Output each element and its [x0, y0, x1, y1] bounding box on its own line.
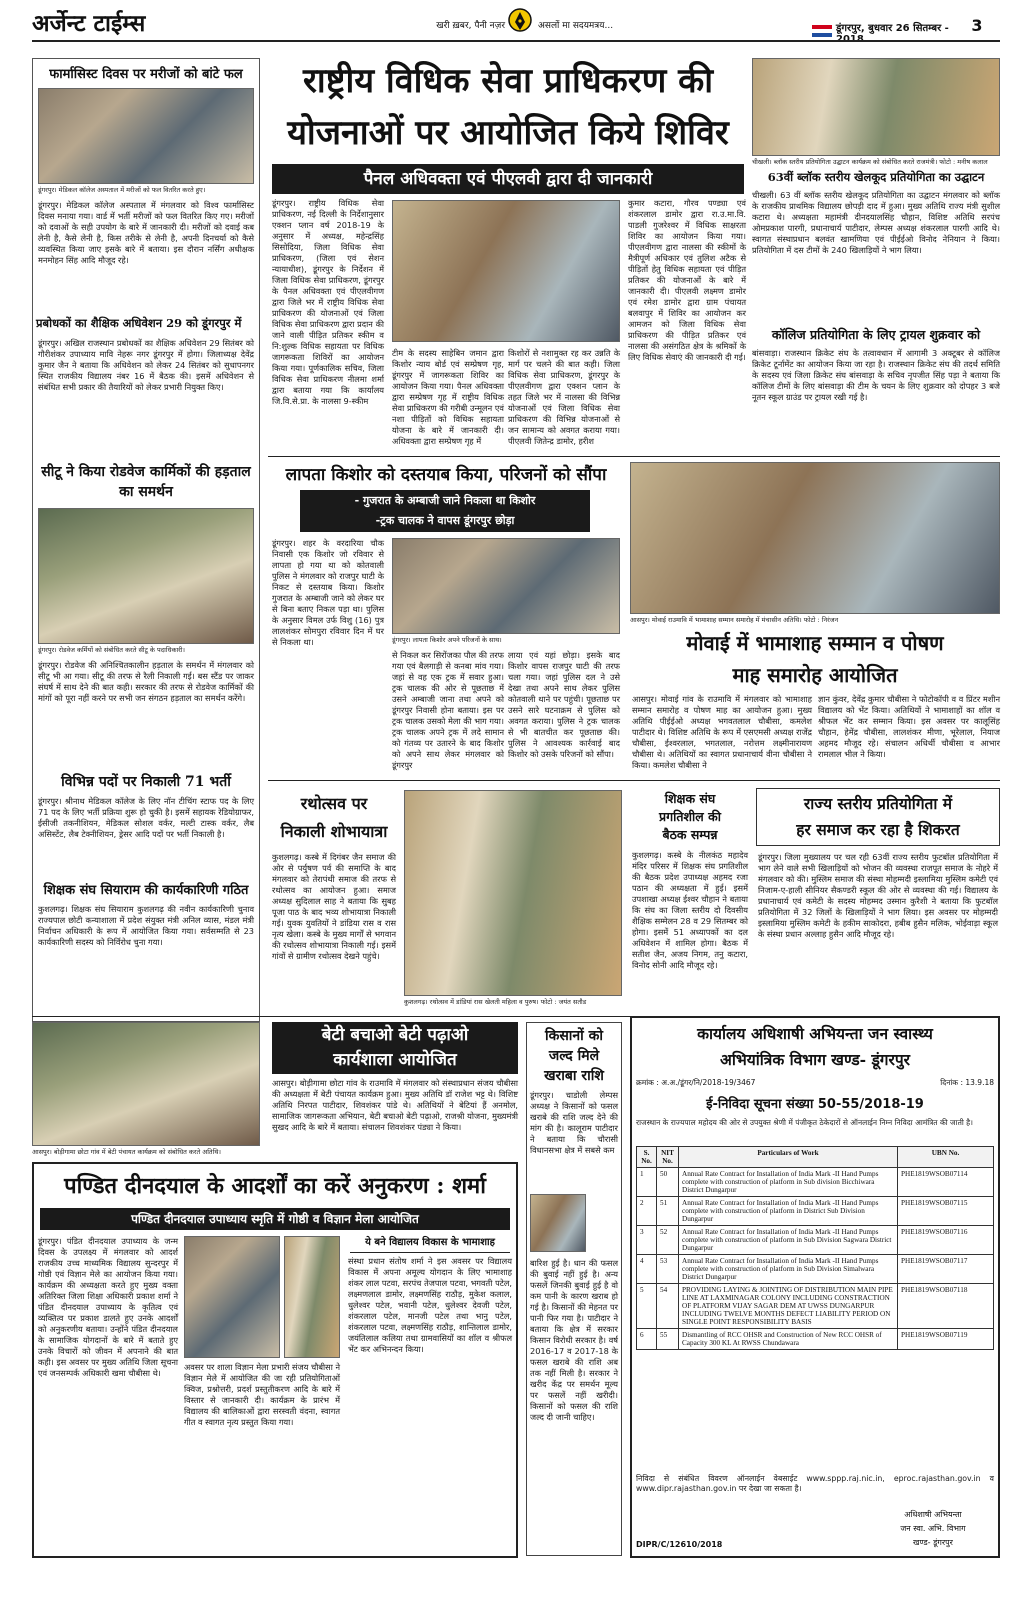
article-title: मोवाई में भामाशाह सम्मान व पोषण [686, 631, 944, 655]
article-title: सीटू ने किया रोडवेज कार्मिकों की हड़ताल का समर्थन [41, 464, 251, 500]
flag-stripe-icon [812, 22, 832, 34]
masthead-rule [32, 40, 1000, 42]
article-title: लापता किशोर को दस्तयाब किया, परिजनों को सौंपा [285, 465, 607, 485]
photo-caption: कुशलगढ़। रथोत्सव में डांडियां रास खेलती महिला व पुरुष। फोटो : जयंत सतौड [404, 998, 587, 1006]
article-body: कुशलगढ़। शिक्षक संघ सियाराम कुशलगढ़ की नवीन कार्यकारिणी चुनाव राज्यपाल छोटी कन्याशाला में प्रदेश संयुक्त मंत्री अनिल व्यास, मंडल मंत्री निर्वाचन अधिकारी के रूप में आयोजित किया गया। सर्वसम्मति से 23 कार्यकारिणी सदस्य को निर्विरोध चुना गया। [38, 904, 254, 947]
cell-sno: 5 [637, 1284, 657, 1329]
cell-work: Annual Rate Contract for Installation of India Mark -II Hand Pumps complete with construction of platform in Sub division Bicchiwara District Dungarpur [679, 1168, 898, 1197]
article-body: लाया एवं यहां छोड़ा। इसके बाद किशोर वापस राजपुर घाटी की तरफ चला गया। जहां पुलिस दल ने उसे देखा तथा अपने साथ लेकर पुलिस कोतवाली थाने पर पहुंची। पूछताछ पर उसने सारे घटनाक्रम से पुलिस को अवगत कराया। पुलिस ने ट्रक चालक से भी बातचीत कर पूछताछ की। पुलिस ने आवश्यक कार्रवाई बाद किशोर को उसके परिजनों को सौंपा। [508, 650, 620, 759]
article-title: विभिन्न पदों पर निकाली 71 भर्ती [61, 774, 231, 790]
photo-sports-inauguration [752, 58, 1000, 156]
cell-nit: 52 [657, 1226, 679, 1255]
cell-ubn: PHE1819WSOB07115 [898, 1197, 994, 1226]
article-body: डूंगरपुर। मेडिकल कॉलेज अस्पताल में मंगलवार को विश्व फार्मासिस्ट दिवस मनाया गया। वार्ड में भर्ती मरीजों को फल वितरित किए गए। मरीजों को दवाओं के सही उपयोग के बारे में जानकारी दी। मरीजों को दवाई कब लेनी है, कैसे लेनी है, किस तरीके से लेनी है, अपनी दिनचर्या को कैसे व्यवस्थित किया जाए इसके बारे में बताया। इस दौरान नर्सिंग अधीक्षक मनमोहन सिंह आदि मौजूद रहे। [38, 200, 254, 265]
cell-sno: 6 [637, 1329, 657, 1350]
photo-caption: आसपुर। बोड़ीगामा छोटा गांव में बेटी पंचायत कार्यक्रम को संबोधित करते अतिथि। [32, 1148, 221, 1156]
cell-sno: 2 [637, 1197, 657, 1226]
tender-date: दिनांक : 13.9.18 [940, 1078, 994, 1087]
photo-students [284, 1236, 340, 1358]
article-body: कुमार कटारा, गौरव पण्ड्या एवं शंकरलाल डामोर द्वारा रा.उ.मा.वि. पाडली गुजरेश्वर में विधिक साक्षरता शिविर का आयोजन किया गया। पीएलवीगण द्वारा नालसा की स्कीमों के मैत्रीपूर्ण अधिकार एवं तुलिश अटैक से पीड़ितों हेतु विधिक सहायता एवं पीड़ित प्रतिकर की योजनाओं के बारे में जानकारी दी। पीएलवी लक्ष्मण डामोर एवं रमेश डामोर द्वारा ग्राम पंचायत बलवापुर में शिविर का आयोजन कर आमजन को जिला विधिक सेवा प्राधिकरण की पीड़ित प्रतिकर एवं नालसा की असंगठित क्षेत्र के श्रमिकों के लिए विधिक सेवाएं की जानकारी दी गई। [628, 198, 746, 362]
tender-title: कार्यालय अधिशाषी अभियन्ता जन स्वास्थ्य [697, 1024, 933, 1043]
article-body: कुशलगढ़। कस्बे के नीलकंठ महादेव मंदिर परिसर में शिक्षक संघ प्रगतिशील की बैठक प्रदेश उपाध्यक्ष अहमद रजा पठान की अध्यक्षता में हुई। इसमें उपशाखा अध्यक्ष ईश्वर चौहान ने बताया कि संघ का जिला स्तरीय दो दिवसीय शैक्षिक सम्मेलन 28 व 29 सितम्बर को होगा। इसमें 51 अध्यापकों का दल अधिवेशन में शामिल होगा। बैठक में सतीश जैन, अजय निगम, तनु कटारा, विनोद सोनी आदि मौजूद रहे। [632, 850, 748, 970]
table-row [637, 1255, 994, 1284]
table-row [637, 1329, 994, 1350]
article-title: कार्यशाला आयोजित [333, 1050, 457, 1070]
box-title-rule [350, 1252, 510, 1253]
photo-bhamashah-ceremony [630, 462, 1000, 614]
article-body: डूंगरपुर। रोडवेज की अनिश्चितकालीन हड़ताल के समर्थन में मंगलवार को सीटू भी आ गया। सीटू की तरफ से रैली निकाली गई। बस स्टैंड पर जाकर संघर्ष में साथ देने की बात कही। सरकार की तरफ से रोडवेज कार्मिकों की मांगों को पूरा नहीं करने पर सभी जन संगठन हड़ताल का समर्थन करेंगे। [38, 660, 254, 703]
table-row [637, 1168, 994, 1197]
tender-notice-number: ई-निविदा सूचना संख्या 50-55/2018-19 [706, 1097, 924, 1112]
article-title: निकाली शोभायात्रा [280, 822, 388, 841]
article-body: टीम के सदस्य साहेबिन जमान द्वारा किशोर न्याय बोर्ड एवं सम्प्रेषण गृह, डूंगरपुर में जागरूकता शिविर का आयोजन किया गया। पैनल अधिवक्ता द्वारा सम्प्रेषण गृह में राष्ट्रीय विधिक सेवा प्राधिकरण की गरीबी उन्मूलन एवं नशा पीड़ितों को विधिक सहायता योजना के बारे में जानकारी दी। अधिवक्ता द्वारा सम्प्रेषण गृह में [392, 348, 504, 446]
article-title: पण्डित दीनदयाल के आदर्शों का करें अनुकरण : शर्मा [64, 1173, 486, 1199]
article-body: डूंगरपुर। अखिल राजस्थान प्रबोधकों का शैक्षिक अधिवेशन 29 सितंबर को गौरीशंकर उपाध्याय मावि नेहरू नगर डूंगरपुर में होगा। जिलाध्यक्ष देवेंद्र कुमार जैन ने बताया कि अधिवेशन को लेकर 24 सितंबर को सुधापनगर स्थित राजकीय विद्यालय नंबर 16 में बैठक की। इसमें अधिवेशन से संबंधित सभी प्रकार की तैयारियों को लेकर प्रभारी नियुक्त किए। [38, 338, 254, 392]
article-body: बांसवाड़ा। राजस्थान क्रिकेट संघ के तत्वावधान में आगामी 3 अक्टूबर से कॉलिज क्रिकेट टूर्नामेंट का आयोजन किया जा रहा है। राजस्थान क्रिकेट संघ की तदर्थ समिति के सदस्य एवं जिला क्रिकेट संघ बांसवाड़ा के सचिव नृपजीत सिंह पड़ा ने बताया कि कॉलिज टीमों के लिए बांसवाड़ा की टीम के चयन के लिए शुक्रवार को दोपहर 3 बजे नूतन स्कूल ग्राउंड पर ट्रायल रखी गई है। [752, 348, 1000, 402]
signatory-line: जन स्वा. अभि. विभाग [900, 1524, 966, 1533]
cell-sno: 3 [637, 1226, 657, 1255]
cell-ubn: PHE1819WSOB07118 [898, 1284, 994, 1329]
article-body: ज्ञान कुंवर, देवेंद्र कुमार चौबीसा ने फोटोकॉपी व व प्रिंटर मशीन विद्यालय को भेंट किया। अतिथियों ने भामाशाहों का शॉल व श्रीफल भेंट कर सम्मान किया। इस अवसर पर कालूसिंह चौहान, हेमेंद्र चौबीसा, लालशंकर मीणा, भूरेलाल, नियाज अहमद मौजूद रहे। संचालन अधिर्थी चौबीसा व आभार रामलाल भील ने किया। [818, 694, 1000, 759]
article-body: बारिश हुई है। धान की फसल की बुवाई नहीं हुई है। अन्य फसलें जिनकी बुवाई हुई है वो कम पानी के कारण खराब हो गई है। किसानों की मेहनत पर पानी फिर गया है। पाटीदार ने बताया कि क्षेत्र में सरकार किसान विरोधी सरकार है। वर्ष 2016-17 व 2017-18 के फसल खराबे की राशि अब तक नहीं मिली है। सरकार ने खरीद केंद्र पर समर्थन मूल्य पर फसलें नहीं खरीदी। किसानों को फसल की राशि जल्द दी जानी चाहिए। [530, 1258, 618, 1422]
photo-legal-camp [392, 200, 620, 342]
cell-work: Annual Rate Contract for Installation of India Mark -II Hand Pumps complete with construction of platform in Sub Division Simalwara District Dungarpur [679, 1255, 898, 1284]
article-title: शिक्षक संघ सियाराम की कार्यकारिणी गठित [43, 883, 249, 898]
article-title: किसानों को [544, 1028, 604, 1044]
newspaper-name: अर्जेन्ट टाईम्स [32, 10, 146, 37]
lead-headline: योजनाओं पर आयोजित किये शिविर [287, 113, 729, 153]
photo-roadways-strike [38, 508, 254, 644]
col-header-sno: S. No. [637, 1147, 657, 1168]
article-body: डूंगरपुर। शहर के वरदारिया चौक निवासी एक किशोर जो रविवार से लापता हो गया था को कोतवाली पुलिस ने मंगलवार को राजपुर घाटी के निकट से दस्तयाब किया। किशोर गुजरात के अम्बाजी जाने को लेकर घर से बिना बताए निकल पड़ा था। पुलिस के अनुसार विमल उर्फ विशु (16) पुत्र लालशंकर सोमपुरा रविवार दिन में घर से निकला था। [272, 538, 384, 647]
tagline-right: असलों मा सदयमत्रय... [538, 21, 614, 31]
article-title: बेटी बचाओ बेटी पढ़ाओ [321, 1025, 469, 1045]
cell-ubn: PHE1819WSOB07116 [898, 1226, 994, 1255]
tender-title: अभियांत्रिक विभाग खण्ड- डूंगरपुर [720, 1050, 910, 1069]
photo-caption: चीखली। ब्लॉक स्तरीय प्रतियोगिता उद्घाटन कार्यक्रम को संबोधित करते राजमंत्री। फोटो : मनीष कलाल [752, 158, 988, 166]
section-divider [268, 456, 1000, 457]
article-title: हर समाज कर रहा है शिकरत [796, 820, 960, 839]
tender-reference: क्रमांक : अ.अ./डूंगर/नि/2018-19/3467 [636, 1078, 756, 1087]
article-subheadline: पण्डित दीनदयाल उपाध्याय स्मृति में गोष्ठी व विज्ञान मेला आयोजित [40, 1208, 510, 1230]
article-title: शिक्षक संघ [664, 791, 716, 806]
photo-science-fair [184, 1236, 280, 1358]
cell-nit: 53 [657, 1255, 679, 1284]
article-subheadline [300, 490, 590, 532]
article-body: आसपुर। बोड़ीगामा छोटा गांव के राउमावि में मंगलवार को संस्थाप्रधान संजय चौबीसा की अध्यक्षता में बेटी पंचायत कार्यक्रम हुआ। मुख्य अतिथि डॉ राजेश भट्ट थे। विशिष्ट अतिथि निरपत पाटीदार, शिवशंकर पांडे थे। अतिथियों ने बेटियां हैं अनमोल, सामाजिक जागरूकता अभियान, बेटी बचाओ बेटी पढ़ाओ, राजश्री योजना, मुख्यमंत्री सुखद आदि के बारे में बताया। संचालन शिवशंकर पंड्या ने किया। [272, 1078, 518, 1132]
tender-intro: राजस्थान के राज्यपाल महोदय की ओर से उपयुक्त श्रेणी में पंजीकृत ठेकेदारों से ऑनलाईन निम्न निविदा आमंत्रित की जाती है। [636, 1118, 973, 1127]
subheadline-line: -ट्रक चालक ने वापस डूंगरपुर छोड़ा [375, 514, 515, 527]
article-title: प्रगतिशील की [659, 809, 721, 824]
issue-date: डूंगरपुर, बुधवार 26 सितम्बर - [836, 23, 949, 34]
article-title: 63वीं ब्लॉक स्तरीय खेलकूद प्रतियोगिता का उद्घाटन [767, 170, 985, 184]
page-number: 3 [971, 16, 983, 35]
pen-nib-icon [508, 8, 532, 36]
cell-nit: 50 [657, 1168, 679, 1197]
photo-rath-procession [404, 790, 622, 996]
tender-table [636, 1146, 994, 1350]
article-title: कॉलिज प्रतियोगिता के लिए ट्रायल शुक्रवार को [771, 327, 981, 342]
article-title: खराबा राशि [544, 1068, 604, 1084]
article-title: जल्द मिले [548, 1048, 600, 1064]
tender-table-wrapper [636, 1146, 994, 1466]
cell-nit: 54 [657, 1284, 679, 1329]
article-body: चीखली। 63 वीं ब्लॉक स्तरीय खेलकूद प्रतियोगिता का उद्घाटन मंगलवार को ब्लॉक के राजकीय प्राथमिक विद्यालय छोपड़ी दाद में हुआ। मुख्य अतिथि राज्य मंत्री सुशील कटारा थे। अध्यक्षता महामंत्री दीनदयालसिंह चौहान, विशिष्ट अतिथि सरपंच ओमप्रकाश पारगी, प्रधानाचार्य पाटीदार, लेम्पस अध्यक्ष शंकरलाल पारगी आदि थे। स्वागत संस्थाप्रधान बलवंत खामणिया एवं पीईईओ विनोद नेनियान ने किया। प्रतियोगिता में दस टीमों के 240 खिलाड़ियों ने भाग लिया। [752, 190, 1000, 255]
lead-subheadline: पैनल अधिवक्ता एवं पीएलवी द्वारा दी जानकारी [272, 164, 744, 194]
cell-ubn: PHE1819WSOB07119 [898, 1329, 994, 1350]
photo-caption: आसपुर। मोवाई राउमावि में भामाशाह सम्मान समारोह में मंचासीन अतिथि। फोटो : निरंजन [630, 616, 839, 624]
article-title: माह समारोह आयोजित [732, 663, 898, 687]
cell-work: Annual Rate Contract for Installation of India Mark -II Hand Pumps complete with construction of platform in District Sub Division Dungarpur [679, 1197, 898, 1226]
article-body: संस्था प्रधान संतोष शर्मा ने इस अवसर पर विद्यालय विकास में अपना अमूल्य योगदान के लिए भामाशाह शंकर लाल पटवा, सरपंच तेजपाल पटवा, भगवती पटेल, लक्ष्मणलाल डामोर, लक्ष्मणसिंह राठौड़, मुकेश कलाल, धुलेश्वर पटेल, भवानी पटेल, धुलेश्वर देवजी पटेल, शंकरलाल पटेल, मानजी पटेल तथा भानु पटेल, शंकरलाल पटवा, लक्ष्मणसिंह राठौड़, शान्तिलाल डामोर, जयंतिलाल कलिया तथा ग्रामवासियों का शॉल व श्रीफल भेंट कर अभिनन्दन किया। [348, 1256, 512, 1354]
article-body: डूंगरपुर। राष्ट्रीय विधिक सेवा प्राधिकरण, नई दिल्ली के निर्देशानुसार एक्शन प्लान वर्ष 2018-19 के अनुसार में अध्यक्ष, महेन्द्रसिंह सिसोदिया, जिला विधिक सेवा प्राधिकरण, (जिला एवं सेशन न्यायाधीश), डूंगरपुर के निर्देशन में जिला विधिक सेवा प्राधिकरण, डूंगरपुर के पैनल अधिवक्ता एवं पीएलवीगण द्वारा जिले भर में राष्ट्रीय विधिक सेवा प्राधिकरण की योजनाओं एवं जिला विधिक सेवा प्राधिकरण द्वारा प्रदान की जाने वाली पीड़ित प्रतिकर स्कीम व नि:शुल्क विधिक सहायता पर विधिक जागरूकता शिविरों का आयोजन किया गया। पूर्णकालिक सचिव, जिला विधिक सेवा प्राधिकरण नीलमा शर्मा द्वारा बताया गया कि कार्यालय जि.वि.से.प्रा. के नालसा 9-स्कीम [272, 198, 384, 406]
article-body: अवसर पर शाला विज्ञान मेला प्रभारी संजय चौबीसा ने विज्ञान मेले में आयोजित की जा रही प्रतियोगिताओं क्विज, प्रश्नोत्तरी, प्रदर्श प्रस्तुतीकरण आदि के बारे में विस्तार से जानकारी दी। कार्यक्रम के प्रारंभ में विद्यालय की बालिकाओं द्वारा सरस्वती वंदना, स्वागत गीत व स्वागत नृत्य प्रस्तुत किया गया। [184, 1362, 340, 1427]
article-title-bar [272, 1022, 518, 1074]
article-title: रथोत्सव पर [300, 794, 368, 813]
cell-work: Annual Rate Contract for Installation of India Mark -II Hand Pumps complete with construction of platform in Sub Division Sagwara District Dungarpur [679, 1226, 898, 1255]
box-title: ये बने विद्यालय विकास के भामाशाह [365, 1237, 495, 1248]
tender-signatory [870, 1508, 996, 1554]
article-body: किशोरों से नशामुक्त रह कर उन्नति के मार्ग पर चलने की बात कही। जिला विधिक सेवा प्राधिकरण, डूंगरपुर के पीएलवीगण द्वारा एक्शन प्लान के तहत जिले भर में नालसा की विभिन्न योजनाओं एवं जिला विधिक सेवा प्राधिकरण की विभिन्न योजनाओं से जन सामान्य को अवगत कराया गया। पीएलवी जितेन्द्र डामोर, हरीश [508, 348, 620, 446]
photo-caption: डूंगरपुर। रोडवेज कर्मियों को संबोधित करते सीटू के पदाधिकारी। [38, 646, 185, 654]
article-title: बैठक सम्पन्न [662, 827, 718, 842]
subheadline-line: - गुजरात के अम्बाजी जाने निकला था किशोर [354, 494, 536, 507]
signatory-line: खण्ड- डूंगरपुर [913, 1538, 953, 1547]
col-header-particulars: Particulars of Work [679, 1147, 898, 1168]
photo-caption: डूंगरपुर। मेडिकल कॉलेज अस्पताल में मरीजों को फल वितरित करते हुए। [38, 186, 206, 194]
article-body: डूंगरपुर। चाडोली लेम्पस अध्यक्ष ने किसानों को फसल खराबे की राशि जल्द देने की मांग की है। कालूराम पाटीदार ने बताया कि चौरासी विधानसभा क्षेत्र में सबसे कम [530, 1090, 618, 1155]
photo-patients-fruits [38, 88, 254, 184]
photo-kalu-ram [530, 1194, 586, 1252]
article-body: डूंगरपुर। जिला मुख्यालय पर चल रही 63वीं राज्य स्तरीय फुटबॉल प्रतियोगिता में भाग लेने वाले सभी खिलाड़ियों को भोजन की व्यवस्था राजपूत समाज के नोहरे में मंगलवार को की। मुस्लिम समाज की संस्था मोहम्मदी इस्लामिया मुस्लिम कमेटी एवं निजाम-ए-हाली सीनियर सैकण्डरी स्कूल की ओर से व्यवस्था की गई। विद्यालय के प्रधानाचार्य एवं कमेटी के सदस्य मोहम्मद उस्मान कुरैशी ने बताया कि फुटबॉल प्रतियोगिता में 32 जिलों के खिलाड़ियों ने भाग लिया। इस अवसर पर मोहम्मदी इस्लामिया मुस्लिम कमेटी के हकीम साकोदरा, हबीब हुसैन मलिक, भोईवाड़ा स्कूल के संस्था प्रधान अल्लाह हुसैन आदि मौजूद रहे। [758, 852, 998, 939]
signatory-line: अधिशाषी अभियन्ता [904, 1510, 962, 1519]
masthead [0, 0, 1032, 48]
tender-table-header [637, 1147, 994, 1168]
cell-ubn: PHE1819WSOB07114 [898, 1168, 994, 1197]
table-row [637, 1226, 994, 1255]
cell-work: PROVIDING LAYING & JOINTING OF DISTRIBUTION MAIN PIPE LINE AT LAXMINAGAR COLONY INCLUDING CONSTRACTION OF PLATFORM VIJAY SAGAR DEM AT UWSS DUNGARPUR INCLUDING TWELVE MONTHS DEFECT LIABILITY PERIOD ON SINGLE POINT RESPONSIBILITY BASIS [679, 1284, 898, 1329]
article-title: फार्मासिस्ट दिवस पर मरीजों को बांटे फल [49, 67, 243, 82]
photo-missing-boy [392, 538, 620, 634]
photo-caption: डूंगरपुर। लापता किशोर अपने परिजनों के साथ। [392, 636, 502, 644]
cell-sno: 1 [637, 1168, 657, 1197]
cell-nit: 55 [657, 1329, 679, 1350]
article-body: कुशलगढ़। कस्बे में दिगंबर जैन समाज की ओर से पर्युषण पर्व की समाप्ति के बाद मंगलवार को तेरापंथी समाज की तरफ से रथोत्सव का आयोजन हुआ। समाज अध्यक्ष सुदिलाल साह ने बताया कि सुबह पूजा पाठ के बाद भव्य शोभायात्रा निकाली गई। युवक युवतियों ने डांडिया रास व रास नृत्य खेला। कस्बे के मुख्य मार्गों से भगवान की रथोत्सव शोभायात्रा निकाली गई। इसमें गांवों से ग्रामीण रथोत्सव देखने पहुंचे। [272, 852, 396, 961]
dipr-number: DIPR/C/12610/2018 [636, 1540, 723, 1549]
tender-footer: निविदा से संबंधित विवरण ऑनलाईन वेबसाईट www.sppp.raj.nic.in, eproc.rajasthan.gov.in व www.dipr.rajasthan.gov.in पर देखा जा सकता है। [636, 1474, 994, 1493]
table-row [637, 1197, 994, 1226]
section-divider [268, 780, 1000, 781]
article-title: राज्य स्तरीय प्रतियोगिता में [803, 794, 953, 813]
table-row [637, 1284, 994, 1329]
cell-work: Dismantling of RCC OHSR and Construction of New RCC OHSR of Capacity 300 KL At RWSS Chundawara [679, 1329, 898, 1350]
cell-nit: 51 [657, 1197, 679, 1226]
cell-sno: 4 [637, 1255, 657, 1284]
col-header-nit: NIT No. [657, 1147, 679, 1168]
tagline-left: खरी ख़बर, पैनी नज़र [436, 21, 505, 31]
photo-beti-panchayat [32, 1022, 260, 1146]
article-body: डूंगरपुर। पंडित दीनदयाल उपाध्याय के जन्म दिवस के उपलक्ष्य में मंगलवार को आदर्श राजकीय उच्च माध्यमिक विद्यालय सुन्दरपुर में गोष्ठी एवं विज्ञान मेले का आयोजन किया गया। कार्यक्रम की अध्यक्षता करते हुए मुख्य वक्ता अतिरिक्त जिला शिक्षा अधिकारी प्रकाश शर्मा ने पंडित दीनदयाल उपाध्याय के कृतित्व एवं व्यक्तित्व पर प्रकाश डालते हुए उनके आदर्शों को अनुकरणीय बताया। उन्होंने पंडित दीनदयाल के सामाजिक योगदानों के बारे में बताते हुए उनके विचारों को जीवन में अपनाने की बात कही। इस अवसर पर मुख्य अतिथि जिला सूचना एवं जनसम्पर्क अधिकारी खमा चौबीसा थे। [38, 1236, 178, 1378]
article-title: प्रबोधकों का शैक्षिक अधिवेशन 29 को डूंगरपुर में [36, 316, 242, 330]
col-header-ubn: UBN No. [898, 1147, 994, 1168]
article-body: आसपुर। मोवाई गांव के राउमावि में मंगलवार को भामाशाह सम्मान समारोह व पोषण माह का आयोजन हुआ। मुख्य अतिथि पीईईओ अध्यक्ष भगवतलाल चौबीसा, कमलेश पाटीदार थे। विशिष्ट अतिथि के रूप में एसएमसी अध्यक्ष राजेंद्र चौबीसा, ईश्वरलाल, भगतलाल, नरोत्तम लक्ष्मीनारायण चौबीसा थे। अतिथियों का स्वागत प्रधानाचार्य वीना चौबीसा ने किया। कमलेश चौबीसा ने [632, 694, 812, 770]
lead-headline: राष्ट्रीय विधिक सेवा प्राधिकरण की [302, 61, 714, 101]
cell-ubn: PHE1819WSOB07117 [898, 1255, 994, 1284]
article-body: से निकल कर सिरोंजका पौल की तरफ गया एवं बैलगाड़ी से कनबा मांव गया। जहां से वह एक ट्रक में सवार हुआ। ट्रक चालक की ओर से पूछताछ में उसने अम्बाजी जाना तथा अपने को डूंगरपुर निवासी होना बताया। इस पर ट्रक चालक उसको मेला की भाग गया। ट्रक चालक अपने ट्रक में लदे सामान को गंतव्य पर उतारने के बाद किशोर को अपने साथ लेकर मंगलवार को डूंगरपुर [392, 650, 504, 770]
article-body: डूंगरपुर। श्रीनाथ मेडिकल कॉलेज के लिए नॉन टीचिंग स्टाफ पद के लिए 71 पद के लिए भर्ती प्रक्रिया शुरू हो चुकी है। इसमें सहायक रेडियोग्राफर, ईसीजी तकनीशियन, मेडिकल सोशल वर्कर, मल्टी टास्क वर्कर, लैब असिस्टेंट, लैब टेक्नीशियन, ड्रेसर आदि पदों पर भर्ती निकाली है। [38, 796, 254, 839]
